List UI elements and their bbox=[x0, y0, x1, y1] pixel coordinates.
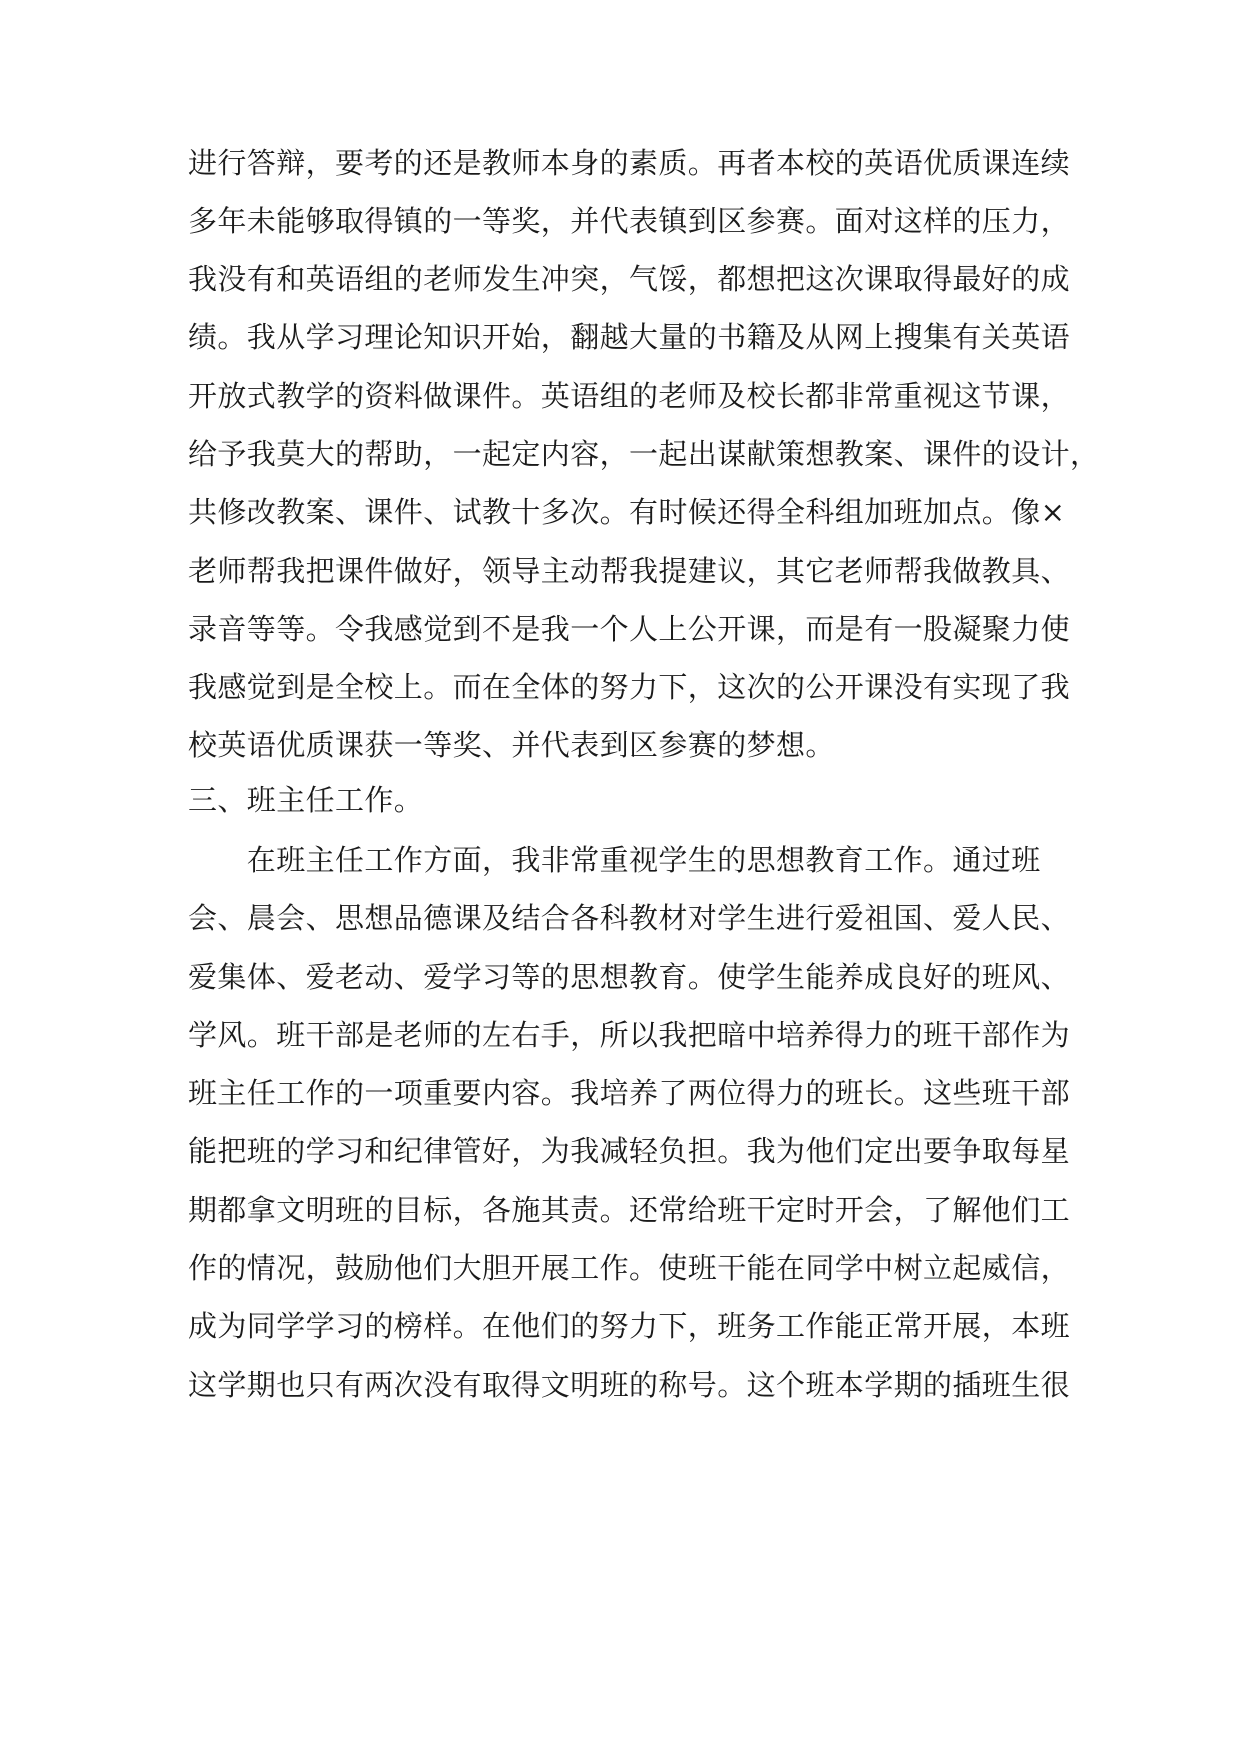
text-line: 多年未能够取得镇的一等奖，并代表镇到区参赛。面对这样的压力， bbox=[188, 204, 1071, 238]
text-line: 成为同学学习的榜样。在他们的努力下，班务工作能正常开展，本班 bbox=[188, 1309, 1071, 1343]
text-line: 爱集体、爱老动、爱学习等的思想教育。使学生能养成良好的班风、 bbox=[188, 960, 1071, 994]
text-line: 进行答辩，要考的还是教师本身的素质。再者本校的英语优质课连续 bbox=[188, 146, 1071, 180]
text-line: 开放式教学的资料做课件。英语组的老师及校长都非常重视这节课， bbox=[188, 379, 1071, 413]
text-line: 绩。我从学习理论知识开始，翻越大量的书籍及从网上搜集有关英语 bbox=[188, 320, 1071, 354]
text-line: 学风。班干部是老师的左右手，所以我把暗中培养得力的班干部作为 bbox=[188, 1018, 1071, 1052]
text-line: 老师帮我把课件做好，领导主动帮我提建议，其它老师帮我做教具、 bbox=[188, 554, 1071, 588]
text-line: 给予我莫大的帮助，一起定内容，一起出谋献策想教案、课件的设计， bbox=[188, 437, 1100, 471]
text-line: 录音等等。令我感觉到不是我一个人上公开课，而是有一股凝聚力使 bbox=[188, 612, 1071, 646]
text-line: 能把班的学习和纪律管好，为我减轻负担。我为他们定出要争取每星 bbox=[188, 1134, 1071, 1168]
text-line: 这学期也只有两次没有取得文明班的称号。这个班本学期的插班生很 bbox=[188, 1368, 1071, 1402]
text-line: 我感觉到是全校上。而在全体的努力下，这次的公开课没有实现了我 bbox=[188, 670, 1071, 704]
text-line: 校英语优质课获一等奖、并代表到区参赛的梦想。 bbox=[188, 728, 835, 762]
text-line: 作的情况，鼓励他们大胆开展工作。使班干能在同学中树立起威信， bbox=[188, 1251, 1071, 1285]
text-line: 共修改教案、课件、试教十多次。有时候还得全科组加班加点。像× bbox=[188, 495, 1066, 529]
text-line: 班主任工作的一项重要内容。我培养了两位得力的班长。这些班干部 bbox=[188, 1076, 1071, 1110]
text-line: 我没有和英语组的老师发生冲突，气馁，都想把这次课取得最好的成 bbox=[188, 262, 1071, 296]
text-line: 期都拿文明班的目标，各施其责。还常给班干定时开会，了解他们工 bbox=[188, 1193, 1071, 1227]
section-heading: 三、班主任工作。 bbox=[188, 783, 424, 817]
text-line: 在班主任工作方面，我非常重视学生的思想教育工作。通过班 bbox=[188, 843, 1041, 877]
text-line: 会、晨会、思想品德课及结合各科教材对学生进行爱祖国、爱人民、 bbox=[188, 901, 1071, 935]
